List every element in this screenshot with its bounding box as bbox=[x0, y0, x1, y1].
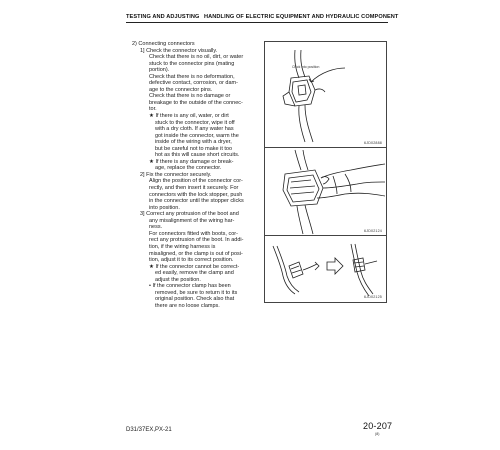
text-line: connectors with the lock stopper, push bbox=[149, 191, 243, 198]
substep-title: 3] Correct any protrusion of the boot and bbox=[140, 211, 239, 218]
text-line: age to the connector pins. bbox=[149, 86, 213, 93]
note-line: there are no loose clamps. bbox=[155, 302, 220, 309]
text-line: tion, if the wiring harness is bbox=[149, 243, 216, 250]
figure-callout: Cl ick into position bbox=[292, 65, 320, 69]
step-heading: 2) Connecting connectors bbox=[132, 41, 195, 47]
text-line: rectly, and then insert it securely. For bbox=[149, 185, 239, 192]
text-line: Check that there is no deformation, bbox=[149, 73, 235, 80]
note-line: ed easily, remove the clamp and bbox=[155, 270, 234, 277]
note-line: with a dry cloth. If any water has bbox=[155, 126, 234, 133]
text-line: into position. bbox=[149, 204, 180, 211]
text-line: portion). bbox=[149, 67, 170, 74]
figure-boot-correction bbox=[264, 235, 387, 303]
text-line: Check that there is no damage or bbox=[149, 93, 231, 100]
text-line: tor. bbox=[149, 106, 157, 113]
text-line: in the connector until the stopper clicks bbox=[149, 198, 244, 205]
substep-title: 1] Check the connector visually. bbox=[140, 47, 218, 54]
note-line: age, replace the connector. bbox=[155, 165, 222, 172]
hand-connector-illustration bbox=[265, 148, 386, 236]
footer-model: D31/37EX,PX-21 bbox=[126, 427, 172, 433]
note-line: ★ If the connector cannot be correct- bbox=[149, 263, 240, 270]
note-line: ★ If there is any oil, water, or dirt bbox=[149, 113, 229, 120]
note-line: hot as this will cause short circuits. bbox=[155, 152, 240, 159]
header-section-title: TESTING AND ADJUSTING bbox=[126, 14, 200, 20]
note-line: removed, be sure to return it to its bbox=[155, 289, 238, 296]
text-line: stuck to the connector pins (mating bbox=[149, 60, 235, 67]
text-line: defective contact, corrosion, or dam- bbox=[149, 80, 238, 87]
text-line: ness. bbox=[149, 224, 163, 231]
page-revision: (8) bbox=[375, 432, 380, 436]
figure-code: 6JD02124 bbox=[364, 229, 382, 233]
figure-code: 6JD02125 bbox=[364, 295, 382, 299]
figure-connector-click bbox=[264, 41, 387, 149]
note-line: but be careful not to make it too bbox=[155, 145, 233, 152]
connector-click-illustration bbox=[265, 42, 386, 148]
page-number: 20-207 bbox=[363, 421, 393, 431]
note-line: adjust the position. bbox=[155, 276, 201, 283]
note-line: got inside the connector, warm the bbox=[155, 132, 239, 139]
figure-hand-fixing-connector bbox=[264, 147, 387, 237]
header-rule bbox=[126, 22, 388, 23]
text-line: misaligned, or the clamp is out of posi- bbox=[149, 250, 243, 257]
text-line: tion, adjust it to its correct position. bbox=[149, 257, 234, 264]
note-line: stuck to the connector, wipe it off bbox=[155, 119, 235, 126]
text-line: any misalignment of the wiring har- bbox=[149, 217, 235, 224]
note-line: • If the connector clamp has been bbox=[149, 283, 231, 290]
boot-correction-illustration bbox=[265, 236, 386, 302]
note-line: inside of the wiring with a dryer, bbox=[155, 139, 232, 146]
text-line: breakage to the outside of the connec- bbox=[149, 99, 243, 106]
substep-title: 2] Fix the connector securely. bbox=[140, 171, 212, 178]
text-line: rect any protrusion of the boot. In addi- bbox=[149, 237, 244, 244]
note-line: original position. Check also that bbox=[155, 296, 235, 303]
text-line: For connectors fitted with boots, cor- bbox=[149, 230, 238, 237]
instruction-text bbox=[128, 41, 252, 309]
note-line: ★ If there is any damage or break- bbox=[149, 158, 234, 165]
figure-code: 6JD02888 bbox=[364, 141, 382, 145]
text-line: Align the position of the connector cor- bbox=[149, 178, 243, 185]
text-line: Check that there is no oil, dirt, or water bbox=[149, 54, 244, 61]
header-chapter-title: HANDLING OF ELECTRIC EQUIPMENT AND HYDRAULIC COMPONENT bbox=[204, 14, 399, 20]
